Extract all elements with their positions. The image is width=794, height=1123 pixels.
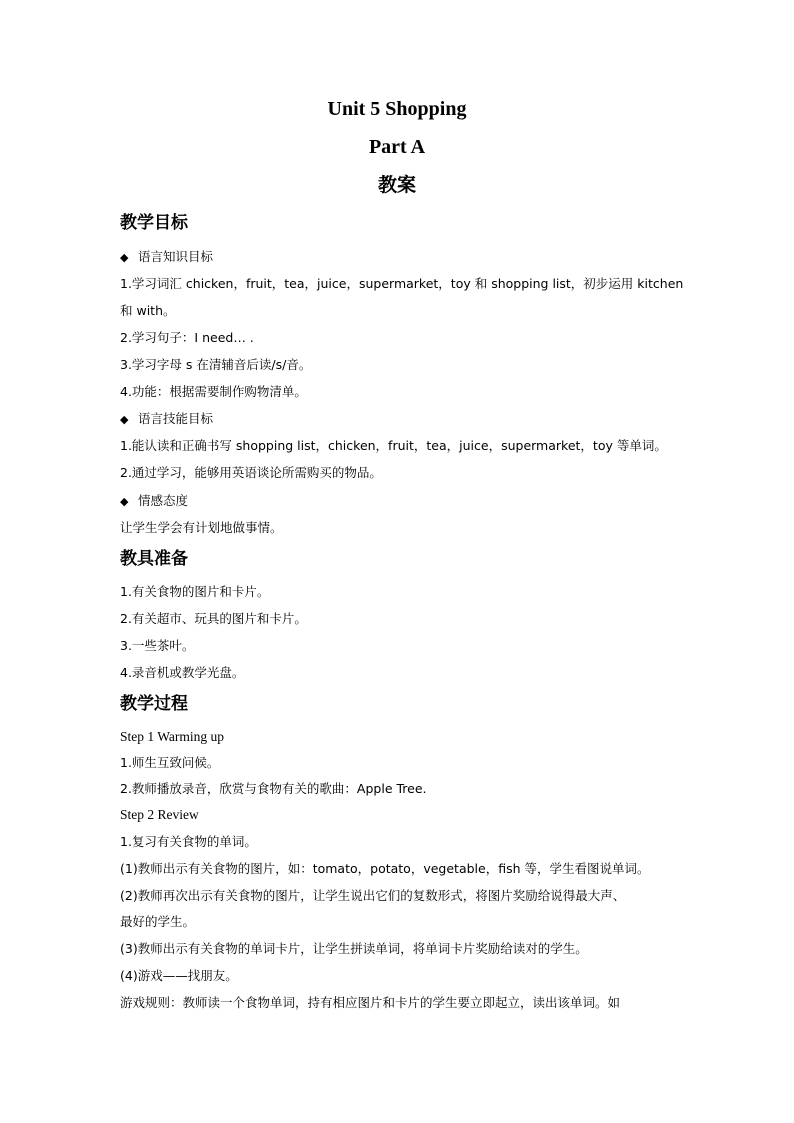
diamond-bullet-icon: ◆ (120, 495, 129, 508)
doc-type-title: 教案 (377, 174, 416, 196)
skills-subheading (120, 410, 680, 429)
unit-title: Unit 5 Shopping (327, 98, 467, 120)
skills-line: 1.能认读和正确书写 shopping list，chicken，fruit，tea，juice，supermarket，toy 等单词。 (120, 438, 667, 453)
materials-heading: 教具准备 (120, 549, 188, 569)
diamond-bullet-icon: ◆ (120, 413, 129, 426)
step2-line: (3)教师出示有关食物的单词卡片，让学生拼读单词，将单词卡片奖励给读对的学生。 (120, 941, 588, 956)
knowledge-line: 2.学习句子：I need… . (120, 330, 254, 345)
step1-heading: Step 1 Warming up (120, 729, 225, 744)
skills-line: 2.通过学习，能够用英语谈论所需购买的物品。 (120, 465, 382, 480)
step2-line: 最好的学生。 (120, 914, 196, 929)
step2-heading: Step 2 Review (120, 807, 199, 822)
knowledge-title: 语言知识目标 (138, 249, 214, 264)
attitude-subheading (120, 492, 680, 511)
step1-line: 1.师生互致问候。 (120, 755, 220, 770)
step1-line: 2.教师播放录音，欣赏与食物有关的歌曲：Apple Tree. (120, 781, 427, 796)
step2-line: (2)教师再次出示有关食物的图片，让学生说出它们的复数形式，将图片奖励给说得最大声、 (120, 888, 626, 903)
step2-line: 游戏规则：教师读一个食物单词，持有相应图片和卡片的学生要立即起立，读出该单词。如 (120, 995, 621, 1010)
materials-line: 2.有关超市、玩具的图片和卡片。 (120, 611, 307, 626)
objectives-heading: 教学目标 (120, 213, 188, 233)
knowledge-subheading (120, 248, 680, 267)
process-heading: 教学过程 (120, 694, 188, 714)
step2-line: (1)教师出示有关食物的图片，如：tomato，potato，vegetable，fish 等，学生看图说单词。 (120, 861, 650, 876)
skills-title: 语言技能目标 (138, 411, 214, 426)
knowledge-line: 3.学习字母 s 在清辅音后读/s/音。 (120, 357, 312, 372)
knowledge-line: 4.功能：根据需要制作购物清单。 (120, 384, 307, 399)
part-title: Part A (368, 136, 426, 158)
attitude-line: 让学生学会有计划地做事情。 (120, 520, 283, 535)
materials-line: 3.一些茶叶。 (120, 638, 195, 653)
materials-line: 4.录音机或教学光盘。 (120, 665, 245, 680)
materials-line: 1.有关食物的图片和卡片。 (120, 584, 270, 599)
diamond-bullet-icon: ◆ (120, 251, 129, 264)
attitude-title: 情感态度 (138, 493, 189, 508)
step2-line: (4)游戏——找朋友。 (120, 968, 238, 983)
step2-line: 1.复习有关食物的单词。 (120, 834, 257, 849)
knowledge-line: 和 with。 (120, 303, 176, 318)
knowledge-line: 1.学习词汇 chicken，fruit，tea，juice，supermarket，toy 和 shopping list，初步运用 kitchen (120, 276, 684, 291)
